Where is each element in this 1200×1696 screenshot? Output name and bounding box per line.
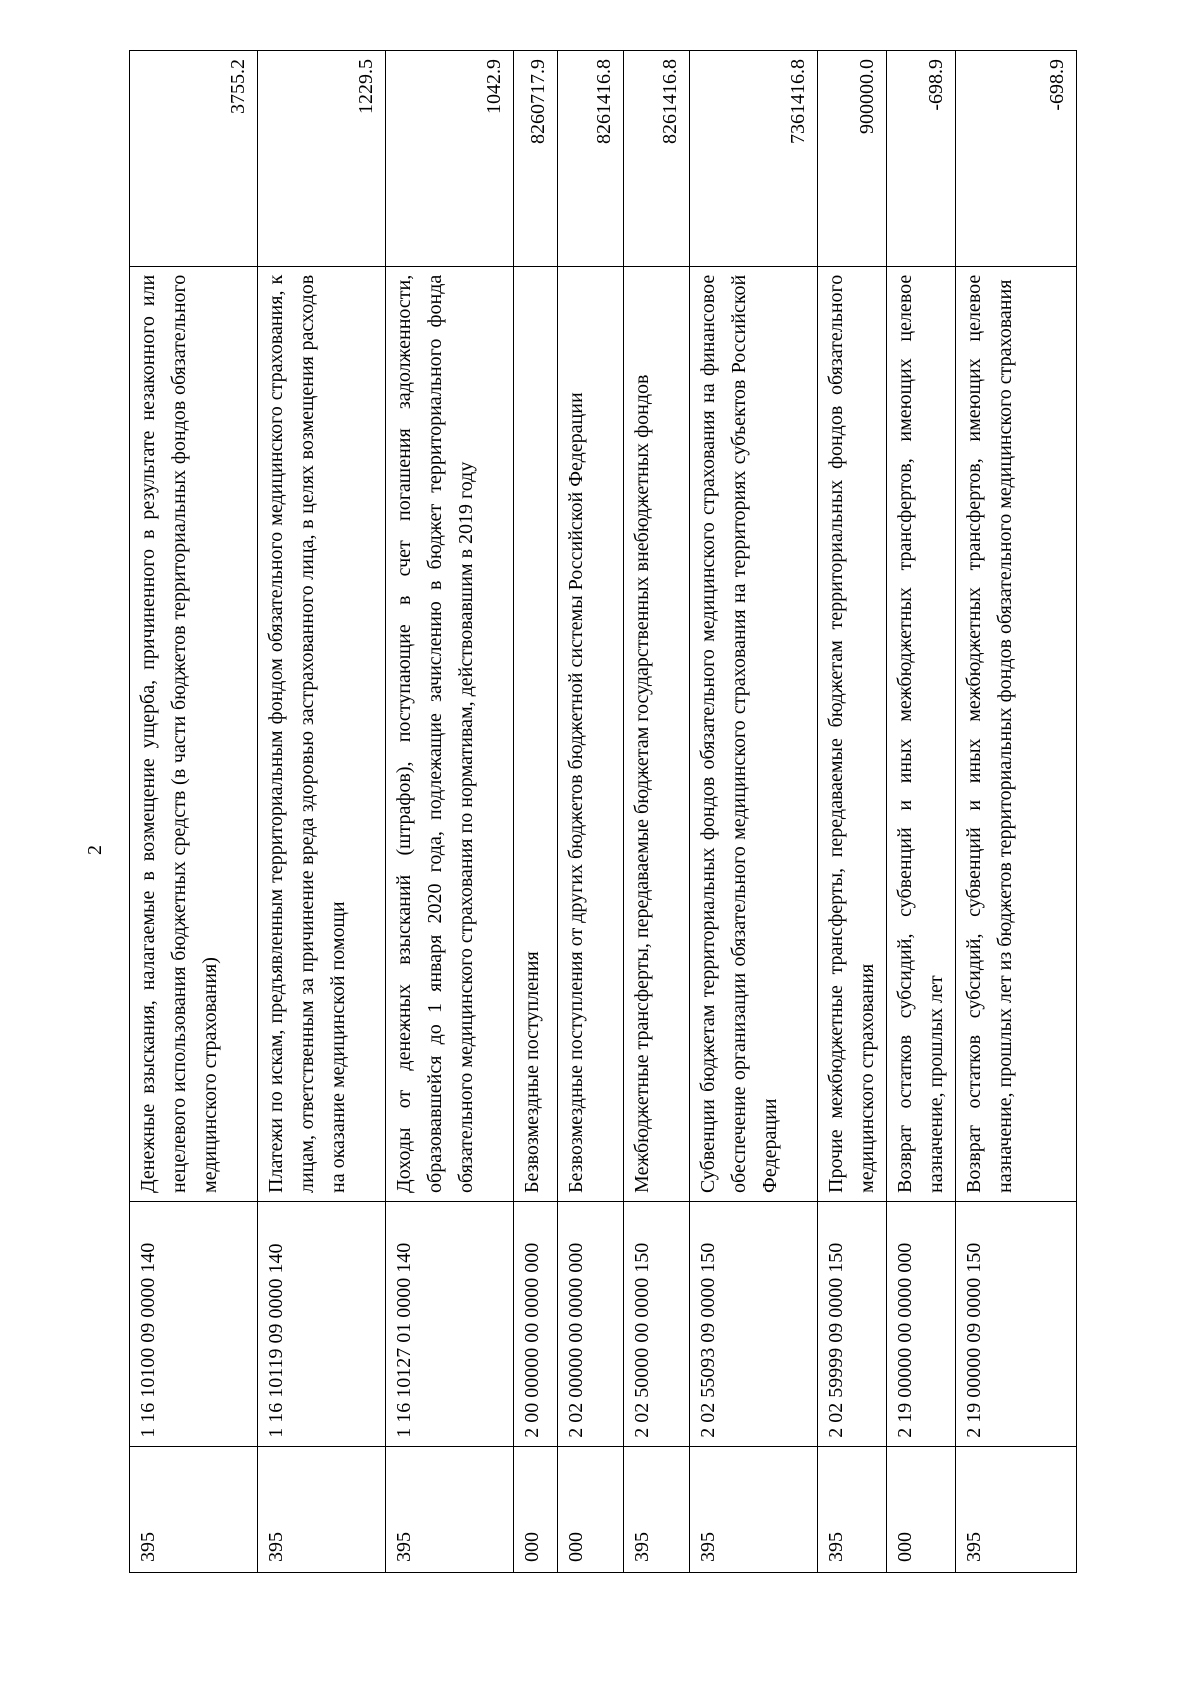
revenue-name-cell: Субвенции бюджетам территориальных фондов обязательного медицинского страхования на финансовое обеспечение организации обязательного медицинского страхования на территориях субъектов Российской Федерации bbox=[690, 266, 818, 1201]
budget-classification-code-cell: 1 16 10119 09 0000 140 bbox=[258, 1201, 386, 1446]
amount-cell: 7361416.8 bbox=[690, 51, 818, 267]
revenue-name-cell: Возврат остатков субсидий, субвенций и иных межбюджетных трансфертов, имеющих целевое назначение, прошлых лет bbox=[887, 266, 956, 1201]
budget-classification-code-cell: 2 19 00000 09 0000 150 bbox=[956, 1201, 1077, 1446]
amount-cell: -698.9 bbox=[956, 51, 1077, 267]
budget-revenue-table bbox=[129, 50, 1077, 1573]
budget-classification-code-cell: 2 00 00000 00 0000 000 bbox=[514, 1201, 558, 1446]
admin-code-cell: 395 bbox=[690, 1446, 818, 1572]
page-number: 2 bbox=[84, 845, 106, 855]
amount-cell: 3755.2 bbox=[130, 51, 258, 267]
revenue-name-cell: Прочие межбюджетные трансферты, передаваемые бюджетам территориальных фондов обязательного медицинского страхования bbox=[818, 266, 887, 1201]
amount-cell: 1229.5 bbox=[258, 51, 386, 267]
budget-classification-code-cell: 2 02 59999 09 0000 150 bbox=[818, 1201, 887, 1446]
table-row bbox=[258, 51, 386, 1573]
amount-cell: -698.9 bbox=[887, 51, 956, 267]
table-row bbox=[624, 51, 690, 1573]
revenue-name-cell: Безвозмездные поступления от других бюджетов бюджетной системы Российской Федерации bbox=[558, 266, 624, 1201]
table-row bbox=[956, 51, 1077, 1573]
admin-code-cell: 000 bbox=[514, 1446, 558, 1572]
budget-classification-code-cell: 2 02 00000 00 0000 000 bbox=[558, 1201, 624, 1446]
table-row bbox=[887, 51, 956, 1573]
budget-classification-code-cell: 2 02 50000 00 0000 150 bbox=[624, 1201, 690, 1446]
revenue-name-cell: Доходы от денежных взысканий (штрафов), поступающие в счет погашения задолженности, образовавшейся до 1 января 2020 года, подлежащие зачислению в бюджет территориального фонда обязательного медицинского страхования по нормативам, действовавшим в 2019 году bbox=[386, 266, 514, 1201]
amount-cell: 900000.0 bbox=[818, 51, 887, 267]
admin-code-cell: 395 bbox=[130, 1446, 258, 1572]
budget-classification-code-cell: 1 16 10100 09 0000 140 bbox=[130, 1201, 258, 1446]
table-row bbox=[690, 51, 818, 1573]
admin-code-cell: 000 bbox=[887, 1446, 956, 1572]
table-row bbox=[130, 51, 258, 1573]
table-row bbox=[386, 51, 514, 1573]
table-row bbox=[818, 51, 887, 1573]
rotated-page-content bbox=[129, 50, 1070, 1573]
table-row bbox=[514, 51, 558, 1573]
amount-cell: 8260717.9 bbox=[514, 51, 558, 267]
revenue-name-cell: Платежи по искам, предъявленным территориальным фондом обязательного медицинского страхования, к лицам, ответственным за причинение вреда здоровью застрахованного лица, в целях возмещения расходов на оказание медицинской помощи bbox=[258, 266, 386, 1201]
amount-cell: 8261416.8 bbox=[624, 51, 690, 267]
revenue-name-cell: Возврат остатков субсидий, субвенций и иных межбюджетных трансфертов, имеющих целевое назначение, прошлых лет из бюджетов территориальных фондов обязательного медицинского страхования bbox=[956, 266, 1077, 1201]
revenue-name-cell: Денежные взыскания, налагаемые в возмещение ущерба, причиненного в результате незаконного или нецелевого использования бюджетных средств (в части бюджетов территориальных фондов обязательного медицинского страхования) bbox=[130, 266, 258, 1201]
amount-cell: 8261416.8 bbox=[558, 51, 624, 267]
admin-code-cell: 395 bbox=[818, 1446, 887, 1572]
admin-code-cell: 000 bbox=[558, 1446, 624, 1572]
budget-classification-code-cell: 2 02 55093 09 0000 150 bbox=[690, 1201, 818, 1446]
admin-code-cell: 395 bbox=[258, 1446, 386, 1572]
budget-classification-code-cell: 2 19 00000 00 0000 000 bbox=[887, 1201, 956, 1446]
revenue-name-cell: Безвозмездные поступления bbox=[514, 266, 558, 1201]
admin-code-cell: 395 bbox=[956, 1446, 1077, 1572]
admin-code-cell: 395 bbox=[624, 1446, 690, 1572]
amount-cell: 1042.9 bbox=[386, 51, 514, 267]
table-row bbox=[558, 51, 624, 1573]
budget-classification-code-cell: 1 16 10127 01 0000 140 bbox=[386, 1201, 514, 1446]
admin-code-cell: 395 bbox=[386, 1446, 514, 1572]
revenue-name-cell: Межбюджетные трансферты, передаваемые бюджетам государственных внебюджетных фондов bbox=[624, 266, 690, 1201]
